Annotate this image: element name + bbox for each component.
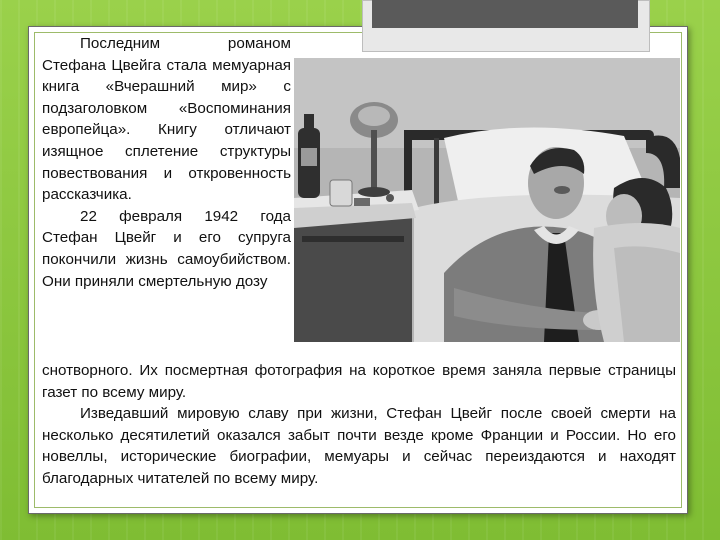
left-text-column bbox=[42, 33, 291, 292]
bottom-text-block bbox=[42, 360, 676, 490]
title-bar bbox=[372, 0, 638, 28]
paragraph-photo: снотворного. Их посмертная фотография на короткое время заняла первые страницы газет по всему миру. bbox=[42, 362, 676, 401]
photo-illustration bbox=[294, 58, 680, 342]
paragraph-novel: Последним романом Стефана Цвейга стала мемуарная книга «Вчерашний мир» с подзаголовком «Воспоминания европейца». Книгу отличают изящное сплетение структуры повествования и откровенность рассказчика. bbox=[42, 35, 291, 204]
paragraph-legacy: Изведавший мировую славу при жизни, Стефан Цвейг после своей смерти на несколько десятилетий оказался забыт почти везде кроме Франции и России. Но его новеллы, исторические биографии, мемуары и сейчас переиздаются и находят благодарных читателей по всему миру. bbox=[42, 405, 676, 487]
paragraph-death: 22 февраля 1942 года Стефан Цвейг и его супруга покончили жизнь самоубийством. Они приняли смертельную дозу bbox=[42, 207, 291, 290]
historical-photo bbox=[294, 58, 680, 342]
